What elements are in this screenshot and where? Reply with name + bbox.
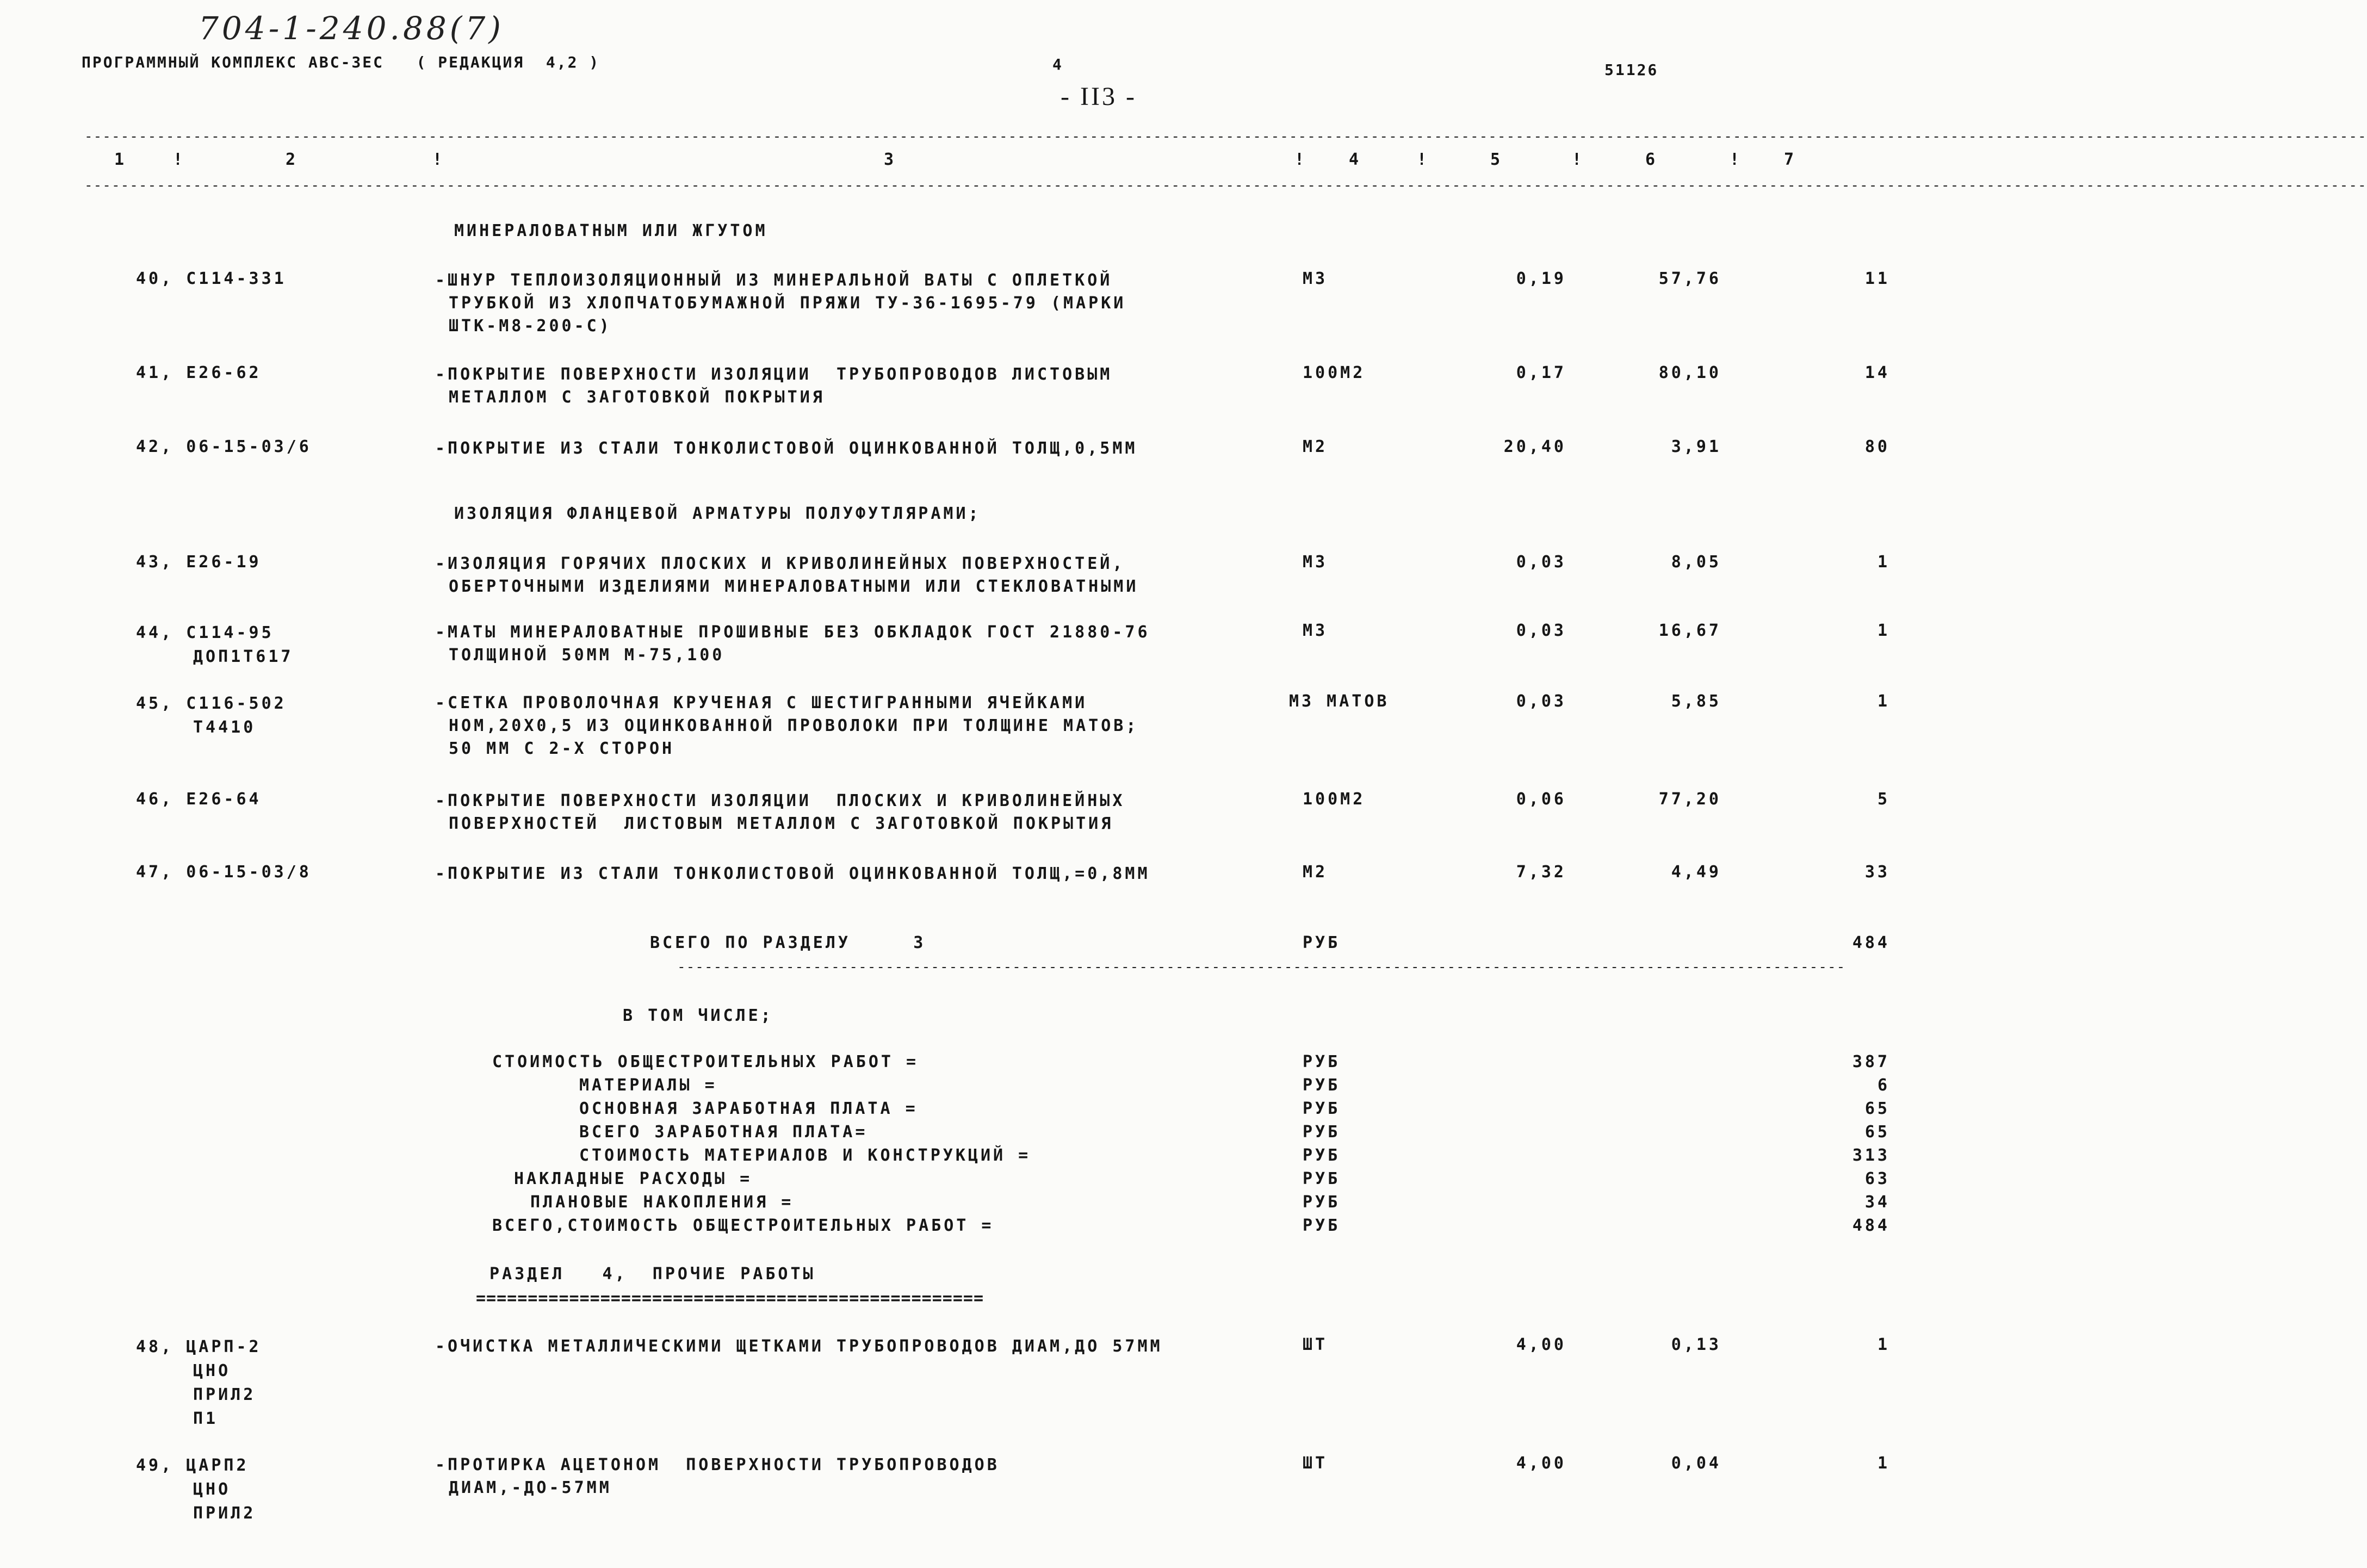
row-unit-price: 0,04 bbox=[1671, 1454, 1721, 1473]
sheet-number: 4 bbox=[1052, 55, 1063, 73]
breakdown-item-value: 65 bbox=[1864, 1123, 1890, 1142]
row-code: 42, 06-15-03/6 bbox=[136, 437, 312, 456]
row-unit: М3 МАТОВ bbox=[1289, 692, 1390, 711]
row-unit-price: 57,76 bbox=[1658, 269, 1721, 288]
row-quantity: 7,32 bbox=[1516, 863, 1566, 882]
col-1-number: 1 bbox=[114, 150, 127, 169]
row-code: 40, С114-331 bbox=[136, 269, 287, 288]
row-unit: ШТ bbox=[1303, 1454, 1328, 1473]
row-code: 47, 06-15-03/8 bbox=[136, 863, 312, 882]
breakdown-item-unit: РУБ bbox=[1303, 1216, 1341, 1235]
row-total: 1 bbox=[1877, 621, 1890, 640]
row-code: 44, С114-95 ДОП1Т617 bbox=[136, 623, 294, 666]
breakdown-item-unit: РУБ bbox=[1303, 1146, 1341, 1165]
row-quantity: 4,00 bbox=[1516, 1335, 1566, 1354]
breakdown-item-value: 34 bbox=[1864, 1193, 1890, 1212]
section-total-label: ВСЕГО ПО РАЗДЕЛУ 3 bbox=[650, 933, 926, 952]
breakdown-item-value: 65 bbox=[1864, 1099, 1890, 1118]
row-total: 1 bbox=[1877, 1454, 1890, 1473]
row-description: -СЕТКА ПРОВОЛОЧНАЯ КРУЧЕНАЯ С ШЕСТИГРАННЫМИ ЯЧЕЙКАМИ НОМ,20Х0,5 ИЗ ОЦИНКОВАННОЙ ПРОВОЛОКИ ПРИ ТОЛЩИНЕ МАТОВ; 50 ММ С 2-Х СТОРОН bbox=[435, 693, 1139, 758]
header-rule-bottom: ------------------------------------------------------------------------------------------------------------------------------------------------------------------------------------------------------------------------------------------------------------ bbox=[84, 177, 2367, 194]
row-quantity: 0,19 bbox=[1516, 269, 1566, 288]
breakdown-item-label: СТОИМОСТЬ ОБЩЕСТРОИТЕЛЬНЫХ РАБОТ = bbox=[492, 1052, 919, 1071]
row-unit-price: 3,91 bbox=[1671, 437, 1721, 456]
row-unit: М2 bbox=[1303, 863, 1328, 882]
col-3-number: 3 bbox=[884, 150, 897, 169]
row-unit: М2 bbox=[1303, 437, 1328, 456]
breakdown-item-label: ВСЕГО ЗАРАБОТНАЯ ПЛАТА= bbox=[579, 1123, 868, 1142]
row-code: 48, ЦАРП-2 ЦНО ПРИЛ2 П1 bbox=[136, 1337, 262, 1428]
row-description: -ПОКРЫТИЕ ИЗ СТАЛИ ТОНКОЛИСТОВОЙ ОЦИНКОВАННОЙ ТОЛЩ,=0,8ММ bbox=[435, 864, 1150, 883]
row-quantity: 20,40 bbox=[1503, 437, 1566, 456]
row-total: 5 bbox=[1877, 790, 1890, 809]
row-unit-price: 5,85 bbox=[1671, 692, 1721, 711]
row-unit: ШТ bbox=[1303, 1335, 1328, 1354]
section-total-rule: --------------------------------------------------------------------------------------------------------------------------------- bbox=[677, 959, 1846, 975]
document-number: 51126 bbox=[1604, 61, 1659, 79]
section-heading-mineral: МИНЕРАЛОВАТНЫМ ИЛИ ЖГУТОМ bbox=[454, 221, 768, 240]
breakdown-item-label: СТОИМОСТЬ МАТЕРИАЛОВ И КОНСТРУКЦИЙ = bbox=[579, 1146, 1031, 1165]
row-quantity: 4,00 bbox=[1516, 1454, 1566, 1473]
program-title: ПРОГРАММНЫЙ КОМПЛЕКС АВС-ЗЕС ( РЕДАКЦИЯ 4,2 ) bbox=[82, 53, 600, 71]
section-heading-flange: ИЗОЛЯЦИЯ ФЛАНЦЕВОЙ АРМАТУРЫ ПОЛУФУТЛЯРАМИ; bbox=[454, 504, 981, 523]
breakdown-item-value: 484 bbox=[1852, 1216, 1890, 1235]
section-total-unit: РУБ bbox=[1303, 933, 1341, 952]
breakdown-item-value: 387 bbox=[1852, 1052, 1890, 1071]
row-unit: М3 bbox=[1303, 553, 1328, 572]
row-quantity: 0,03 bbox=[1516, 553, 1566, 572]
row-code: 41, Е26-62 bbox=[136, 363, 262, 382]
row-description: -ИЗОЛЯЦИЯ ГОРЯЧИХ ПЛОСКИХ И КРИВОЛИНЕЙНЫХ ПОВЕРХНОСТЕЙ, ОБЕРТОЧНЫМИ ИЗДЕЛИЯМИ МИНЕРАЛОВАТНЫМИ ИЛИ СТЕКЛОВАТНЫМИ bbox=[435, 554, 1139, 596]
section-total-value: 484 bbox=[1852, 933, 1890, 952]
row-total: 33 bbox=[1864, 863, 1890, 882]
row-code: 46, Е26-64 bbox=[136, 790, 262, 809]
breakdown-item-label: ВСЕГО,СТОИМОСТЬ ОБЩЕСТРОИТЕЛЬНЫХ РАБОТ = bbox=[492, 1216, 994, 1235]
row-description: -ШНУР ТЕПЛОИЗОЛЯЦИОННЫЙ ИЗ МИНЕРАЛЬНОЙ ВАТЫ С ОПЛЕТКОЙ ТРУБКОЙ ИЗ ХЛОПЧАТОБУМАЖНОЙ ПРЯЖИ ТУ-36-1695-79 (МАРКИ ШТК-М8-200-С) bbox=[435, 271, 1126, 336]
breakdown-item-label: НАКЛАДНЫЕ РАСХОДЫ = bbox=[514, 1169, 753, 1188]
row-quantity: 0,17 bbox=[1516, 363, 1566, 382]
row-total: 1 bbox=[1877, 553, 1890, 572]
breakdown-item-unit: РУБ bbox=[1303, 1099, 1341, 1118]
breakdown-item-value: 63 bbox=[1864, 1169, 1890, 1188]
col-6-number: 6 bbox=[1645, 150, 1658, 169]
row-unit-price: 77,20 bbox=[1658, 790, 1721, 809]
row-code: 43, Е26-19 bbox=[136, 553, 262, 572]
breakdown-item-unit: РУБ bbox=[1303, 1193, 1341, 1212]
breakdown-item-unit: РУБ bbox=[1303, 1052, 1341, 1071]
col-4-number: 4 bbox=[1349, 150, 1362, 169]
row-quantity: 0,03 bbox=[1516, 621, 1566, 640]
row-unit: М3 bbox=[1303, 621, 1328, 640]
breakdown-item-label: МАТЕРИАЛЫ = bbox=[579, 1076, 717, 1095]
col-2-number: 2 bbox=[286, 150, 299, 169]
section-6-underline: ================================================= bbox=[476, 1289, 984, 1308]
row-unit-price: 8,05 bbox=[1671, 553, 1721, 572]
breakdown-item-label: ОСНОВНАЯ ЗАРАБОТНАЯ ПЛАТА = bbox=[579, 1099, 918, 1118]
row-total: 1 bbox=[1877, 1335, 1890, 1354]
row-unit-price: 80,10 bbox=[1658, 363, 1721, 382]
breakdown-item-unit: РУБ bbox=[1303, 1169, 1341, 1188]
breakdown-item-value: 313 bbox=[1852, 1146, 1890, 1165]
col-5-number: 5 bbox=[1490, 150, 1503, 169]
page-number: - II3 - bbox=[1061, 82, 1137, 111]
row-quantity: 0,03 bbox=[1516, 692, 1566, 711]
col-sep: ! bbox=[1730, 150, 1743, 169]
col-7-number: 7 bbox=[1784, 150, 1797, 169]
row-code: 45, С116-502 Т4410 bbox=[136, 694, 287, 737]
row-unit-price: 0,13 bbox=[1671, 1335, 1721, 1354]
col-sep: ! bbox=[1572, 150, 1585, 169]
row-unit-price: 4,49 bbox=[1671, 863, 1721, 882]
col-sep: ! bbox=[1417, 150, 1430, 169]
breakdown-item-unit: РУБ bbox=[1303, 1076, 1341, 1095]
col-sep: ! bbox=[432, 150, 445, 169]
row-total: 11 bbox=[1864, 269, 1890, 288]
breakdown-heading: В ТОМ ЧИСЛЕ; bbox=[623, 1006, 773, 1025]
section-6-heading: РАЗДЕЛ 4, ПРОЧИЕ РАБОТЫ bbox=[489, 1265, 816, 1284]
row-description: -ОЧИСТКА МЕТАЛЛИЧЕСКИМИ ЩЕТКАМИ ТРУБОПРОВОДОВ ДИАМ,ДО 57ММ bbox=[435, 1337, 1163, 1356]
row-description: -МАТЫ МИНЕРАЛОВАТНЫЕ ПРОШИВНЫЕ БЕЗ ОБКЛАДОК ГОСТ 21880-76 ТОЛЩИНОЙ 50ММ М-75,100 bbox=[435, 623, 1150, 665]
col-sep: ! bbox=[1294, 150, 1308, 169]
row-description: -ПОКРЫТИЕ ИЗ СТАЛИ ТОНКОЛИСТОВОЙ ОЦИНКОВАННОЙ ТОЛЩ,0,5ММ bbox=[435, 439, 1138, 458]
row-unit: М3 bbox=[1303, 269, 1328, 288]
row-code: 49, ЦАРП2 ЦНО ПРИЛ2 bbox=[136, 1456, 256, 1523]
row-total: 80 bbox=[1864, 437, 1890, 456]
row-unit: 100М2 bbox=[1303, 790, 1366, 809]
handwritten-doc-code: 704-1-240.88(7) bbox=[199, 10, 504, 47]
breakdown-item-value: 6 bbox=[1877, 1076, 1890, 1095]
breakdown-item-unit: РУБ bbox=[1303, 1123, 1341, 1142]
row-total: 14 bbox=[1864, 363, 1890, 382]
breakdown-item-label: ПЛАНОВЫЕ НАКОПЛЕНИЯ = bbox=[530, 1193, 794, 1212]
row-description: -ПОКРЫТИЕ ПОВЕРХНОСТИ ИЗОЛЯЦИИ ПЛОСКИХ И КРИВОЛИНЕЙНЫХ ПОВЕРХНОСТЕЙ ЛИСТОВЫМ МЕТАЛЛОМ С ЗАГОТОВКОЙ ПОКРЫТИЯ bbox=[435, 791, 1125, 833]
row-unit-price: 16,67 bbox=[1658, 621, 1721, 640]
row-quantity: 0,06 bbox=[1516, 790, 1566, 809]
row-description: -ПРОТИРКА АЦЕТОНОМ ПОВЕРХНОСТИ ТРУБОПРОВОДОВ ДИАМ,-ДО-57ММ bbox=[435, 1455, 1000, 1497]
row-total: 1 bbox=[1877, 692, 1890, 711]
header-rule-top: ------------------------------------------------------------------------------------------------------------------------------------------------------------------------------------------------------------------------------------------------------------ bbox=[84, 128, 2367, 145]
row-unit: 100М2 bbox=[1303, 363, 1366, 382]
col-sep: ! bbox=[173, 150, 186, 169]
row-description: -ПОКРЫТИЕ ПОВЕРХНОСТИ ИЗОЛЯЦИИ ТРУБОПРОВОДОВ ЛИСТОВЫМ МЕТАЛЛОМ С ЗАГОТОВКОЙ ПОКРЫТИЯ bbox=[435, 365, 1113, 407]
